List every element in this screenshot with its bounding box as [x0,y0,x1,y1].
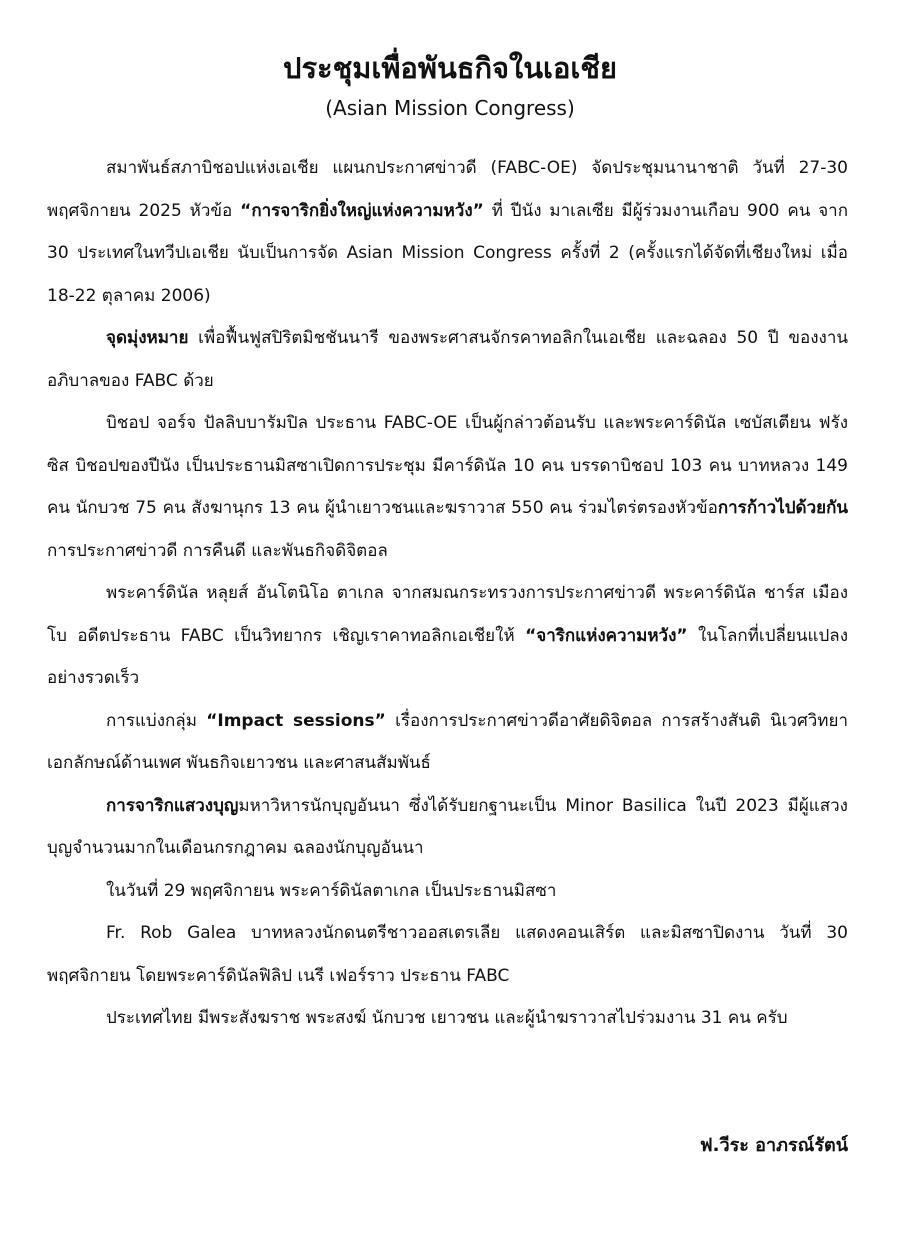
paragraph-text: ประเทศไทย มีพระสังฆราช พระสงฆ์ นักบวช เยาวชน และผู้นำฆราวาสไปร่วมงาน 31 คน ครับ [106,1008,788,1028]
paragraph-participants [47,402,848,572]
paragraph-text: Fr. Rob Galea บาทหลวงนักดนตรีชาวออสเตรเลีย แสดงคอนเสิร์ต และมิสซาปิดงาน วันที่ 30 พฤศจิกายน โดยพระคาร์ดินัลฟิลิป เนรี เฟอร์ราว ประธาน FABC [47,923,848,986]
paragraph-text: เพื่อฟื้นฟูสปิริตมิชชันนารี ของพระศาสนจักรคาทอลิกในเอเชีย และฉลอง 50 ปี ของงานอภิบาลของ FABC ด้วย [47,328,848,391]
paragraph-text: ในวันที่ 29 พฤศจิกายน พระคาร์ดินัลตาเกล เป็นประธานมิสซา [106,880,557,901]
paragraph-text: การประกาศข่าวดี การคืนดี และพันธกิจดิจิตอล [47,540,388,561]
paragraph-text: ที่ ปีนัง มาเลเซีย มีผู้ร่วมงานเกือบ 900 คน จาก 30 ประเทศในทวีปเอเชีย นับเป็นการจัด Asian Mission Congress ครั้งที่ 2 (ครั้งแรกได้จัดที่เชียงใหม่ เมื่อ 18-22 ตุลาคม 2006) [47,200,848,306]
paragraph-text: มหาวิหารนักบุญอันนา ซึ่งได้รับยกฐานะเป็น Minor Basilica ในปี 2023 มีผู้แสวงบุญจำนวนมากในเดือนกรกฎาคม ฉลองนักบุญอันนา [47,795,848,858]
paragraph-text: สมาพันธ์สภาบิชอปแห่งเอเชีย แผนกประกาศข่าวดี (FABC-OE) จัดประชุมนานาชาติ วันที่ 27-30 พฤศจิกายน 2025 หัวข้อ [47,158,848,221]
author-signature: ฟ.วีระ อาภรณ์รัตน์ [699,1135,848,1156]
paragraph-mass [47,870,848,913]
document-title: ประชุมเพื่อพันธกิจในเอเชีย [283,51,617,85]
paragraph-purpose [47,317,848,402]
paragraph-intro [47,147,848,317]
paragraph-sessions [47,700,848,785]
bold-topic: การก้าวไปด้วยกัน [717,498,848,518]
paragraph-text: พระคาร์ดินัล หลุยส์ อันโตนิโอ ตาเกล จากสมณกระทรวงการประกาศข่าวดี พระคาร์ดินัล ชาร์ส เมืองโบ อดีตประธาน FABC เป็นวิทยากร เชิญเราคาทอลิกเอเชียให้ [47,583,848,646]
paragraph-text: การแบ่งกลุ่ม [106,710,207,731]
bold-impact-sessions: “Impact sessions” [206,710,386,731]
paragraph-text: บิชอป จอร์จ ปัลลิบบารัมปิล ประธาน FABC-OE เป็นผู้กล่าวต้อนรับ และพระคาร์ดินัล เซบัสเตียน ฟรังซิส บิชอปของปีนัง เป็นประธานมิสซาเปิดการประชุม มีคาร์ดินัล 10 คน บรรดาบิชอป 103 คน บาทหลวง 149 คน นักบวช 75 คน สังฆานุกร 13 คน ผู้นำเยาวชนและฆราวาส 550 คน ร่วมไตร่ตรองหัวข้อ [47,413,848,518]
paragraph-closing [47,912,848,997]
document-subtitle: (Asian Mission Congress) [325,96,575,120]
paragraph-text: ในโลกที่เปลี่ยนแปลงอย่างรวดเร็ว [47,625,848,688]
paragraph-text: เรื่องการประกาศข่าวดีอาศัยดิจิตอล การสร้างสันติ นิเวศวิทยา เอกลักษณ์ด้านเพศ พันธกิจเยาวชน และศาสนสัมพันธ์ [47,710,849,773]
paragraph-pilgrimage [47,785,848,870]
bold-theme: “การจาริกยิ่งใหญ่แห่งความหวัง” [240,200,484,221]
paragraph-speakers [47,572,848,700]
bold-purpose-label: จุดมุ่งหมาย [106,328,189,348]
document-body [47,147,848,1040]
bold-pilgrimage-label: การจาริกแสวงบุญ [106,795,239,816]
bold-pilgrims: “จาริกแห่งความหวัง” [525,625,688,646]
paragraph-thailand [47,997,848,1040]
